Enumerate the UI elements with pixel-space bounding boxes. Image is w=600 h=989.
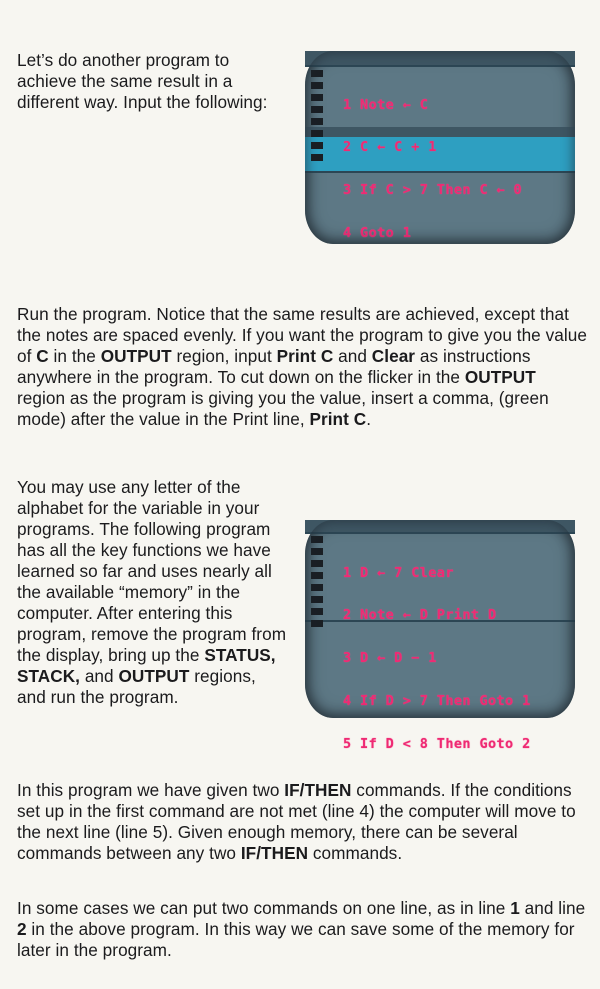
- bold-term: IF/THEN: [240, 843, 309, 863]
- screen-top-border: [305, 520, 575, 532]
- bold-term: OUTPUT: [100, 346, 172, 366]
- bold-term: OUTPUT: [464, 367, 536, 387]
- run-program-paragraph: Run the program. Notice that the same results are achieved, except that the notes are spaced evenly. If you want the program to give you the value of C in the OUTPUT region, input Print C and Clear as instructions anywhere in the program. To cut down on the flicker in the OUTPUT region as the program is giving you the value, insert a comma, (green mode) after the value in the Print line, Print C.: [17, 304, 587, 429]
- bold-term: OUTPUT: [118, 666, 190, 686]
- intro-paragraph: Let’s do another program to achieve the same result in a different way. Input the following:: [17, 50, 268, 112]
- program-code: [343, 537, 565, 780]
- bold-term: 1: [510, 898, 520, 918]
- code-line: 3 If C > 7 Then C ← 0: [343, 182, 523, 199]
- memory-paragraph: In some cases we can put two commands on one line, as in line 1 and line 2 in the above program. In this way we can save some of the memory for later in the program.: [17, 898, 586, 960]
- code-line: 1 D ← 7 Clear: [343, 564, 454, 581]
- code-line: 4 If D > 7 Then Goto 1: [343, 693, 531, 710]
- bold-term: 2: [17, 919, 27, 939]
- if-then-paragraph: In this program we have given two IF/THEN commands. If the conditions set up in the first command are not met (line 4) the computer will move to the next line (line 5). Given enough memory, there can be several commands between any two IF/THEN commands.: [17, 780, 576, 863]
- bold-term: Print C: [309, 409, 367, 429]
- code-line: 1 Note ← C: [343, 96, 429, 113]
- bold-term: IF/THEN: [284, 780, 352, 800]
- line-marker-ruler: [311, 70, 323, 166]
- line-marker-ruler: [311, 536, 323, 632]
- variable-paragraph: You may use any letter of the alphabet for the variable in your programs. The following program has all the key functions we have learned so far and uses nearly all the available “memory” in the computer. After entering this program, remove the program from the display, bring up the STATUS, STACK, and OUTPUT regions, and run the program.: [17, 477, 287, 707]
- bold-term: C: [36, 346, 49, 366]
- program-screen-2: [305, 520, 575, 753]
- bold-term: Print C: [276, 346, 334, 366]
- code-line: 4 Goto 1: [343, 225, 412, 242]
- program-code: [343, 69, 565, 269]
- code-line: 3 D ← D − 1: [343, 650, 437, 667]
- screen-top-border: [305, 51, 575, 65]
- screen-divider: [305, 532, 575, 534]
- bold-term: Clear: [371, 346, 416, 366]
- screen-divider: [305, 65, 575, 67]
- bold-term: STATUS, STACK,: [17, 645, 276, 686]
- program-screen-1: [305, 51, 575, 244]
- code-line: 2 Note ← D Print D: [343, 607, 497, 624]
- code-line: 2 C ← C + 1: [343, 139, 437, 156]
- code-line: 5 If D < 8 Then Goto 2: [343, 736, 531, 753]
